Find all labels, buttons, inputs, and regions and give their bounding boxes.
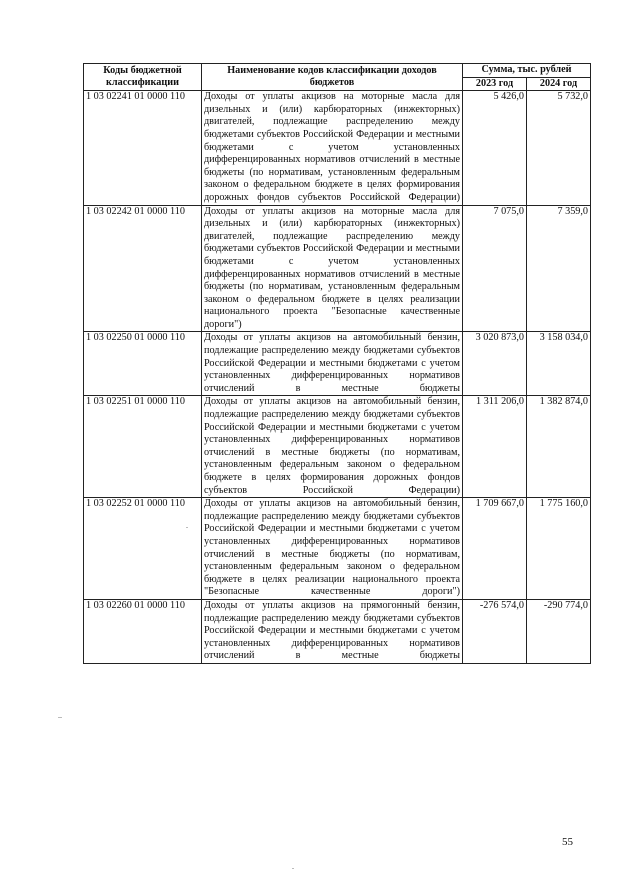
table-row [84,599,591,663]
row-sum-2024: 3 158 034,0 [527,332,591,396]
scan-speck [292,868,294,869]
table-row [84,332,591,396]
page-number: 55 [562,836,573,848]
row-name: Доходы от уплаты акцизов на автомобильный бензин, подлежащие распределению между бюджетами субъектов Российской Федерации и местными бюджетами с учетом установленных дифференцированных нормативов отчислений в местные бюджеты [202,332,463,396]
header-year-2023: 2023 год [463,77,527,91]
table-body [84,91,591,664]
header-sum: Сумма, тыс. рублей [463,64,591,78]
scan-speck [58,717,62,718]
row-sum-2023: 7 075,0 [463,205,527,332]
row-sum-2024: -290 774,0 [527,599,591,663]
table-row [84,396,591,498]
row-sum-2023: 3 020 873,0 [463,332,527,396]
header-codes: Коды бюджетной классификации [84,64,202,91]
header-row [84,64,591,78]
row-sum-2023: 5 426,0 [463,91,527,205]
row-name: Доходы от уплаты акцизов на автомобильный бензин, подлежащие распределению между бюджетами субъектов Российской Федерации и местными бюджетами с учетом установленных дифференцированных нормативов отчислений в местные бюджеты (по нормативам, установленным федеральным законом о федеральном бюджете в целях формирования дорожных фондов субъектов Российской Федерации) [202,396,463,498]
row-sum-2023: 1 709 667,0 [463,498,527,600]
row-code: 1 03 02251 01 0000 110 [84,396,202,498]
row-code: 1 03 02260 01 0000 110 [84,599,202,663]
header-name: Наименование кодов классификации доходов бюджетов [202,64,463,91]
row-name: Доходы от уплаты акцизов на прямогонный бензин, подлежащие распределению между бюджетами субъектов Российской Федерации и местными бюджетами с учетом установленных дифференцированных нормативов отчислений в местные бюджеты [202,599,463,663]
budget-revenue-table [83,63,591,664]
row-sum-2024: 7 359,0 [527,205,591,332]
row-code: 1 03 02242 01 0000 110 [84,205,202,332]
table-row [84,205,591,332]
row-sum-2024: 5 732,0 [527,91,591,205]
row-code: 1 03 02252 01 0000 110 [84,498,202,600]
table-row [84,91,591,205]
row-sum-2023: -276 574,0 [463,599,527,663]
row-code: 1 03 02241 01 0000 110 [84,91,202,205]
row-sum-2024: 1 775 160,0 [527,498,591,600]
row-name: Доходы от уплаты акцизов на автомобильный бензин, подлежащие распределению между бюджетами субъектов Российской Федерации и местными бюджетами с учетом установленных дифференцированных нормативов отчислений в местные бюджеты (по нормативам, установленным федеральным законом о федеральном бюджете в целях реализации национального проекта "Безопасные качественные дороги") [202,498,463,600]
row-name: Доходы от уплаты акцизов на моторные масла для дизельных и (или) карбюраторных (инжекторных) двигателей, подлежащие распределению между бюджетами субъектов Российской Федерации и местными бюджетами с учетом установленных дифференцированных нормативов отчислений в местные бюджеты (по нормативам, установленным федеральным законом о федеральном бюджете в целях реализации национального проекта "Безопасные качественные дороги") [202,205,463,332]
scan-speck [186,527,188,528]
row-name: Доходы от уплаты акцизов на моторные масла для дизельных и (или) карбюраторных (инжекторных) двигателей, подлежащие распределению между бюджетами субъектов Российской Федерации и местными бюджетами с учетом установленных дифференцированных нормативов отчислений в местные бюджеты (по нормативам, установленным федеральным законом о федеральном бюджете в целях формирования дорожных фондов субъектов Российской Федерации) [202,91,463,205]
row-code: 1 03 02250 01 0000 110 [84,332,202,396]
header-year-2024: 2024 год [527,77,591,91]
table-row [84,498,591,600]
row-sum-2024: 1 382 874,0 [527,396,591,498]
row-sum-2023: 1 311 206,0 [463,396,527,498]
table-header [84,64,591,91]
